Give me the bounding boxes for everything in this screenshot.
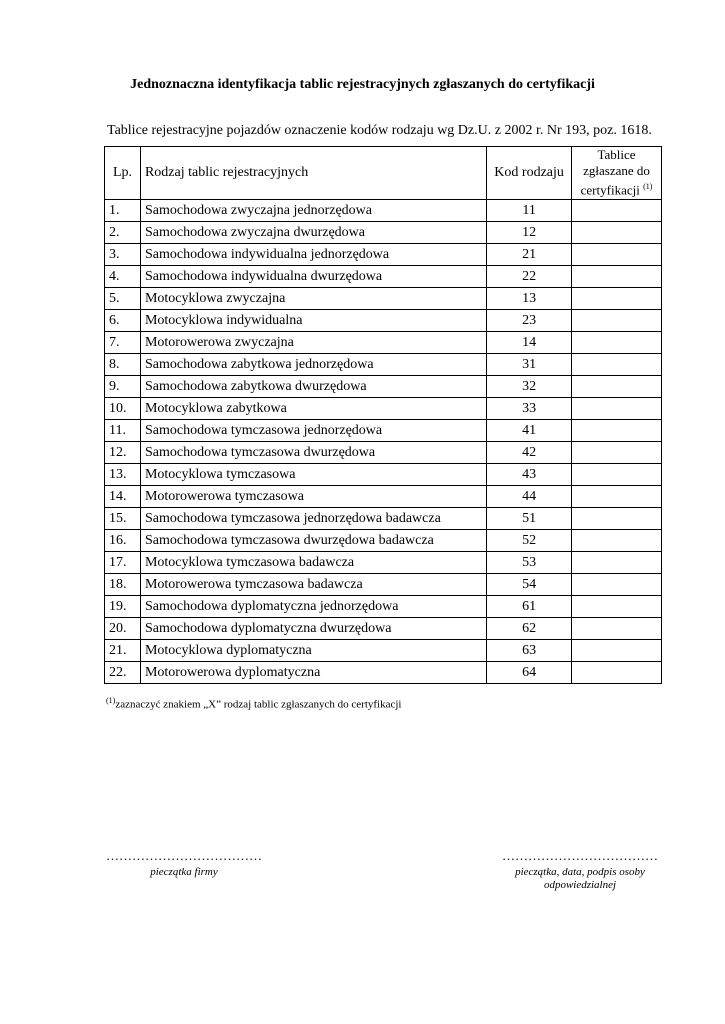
row-certification-cell[interactable] [572, 508, 662, 530]
row-plate-type: Samochodowa dyplomatyczna dwurzędowa [140, 618, 486, 640]
document-title: Jednoznaczna identyfikacja tablic rejestracyjnych zgłaszanych do certyfikacji [130, 77, 595, 92]
row-type-code: 22 [487, 266, 572, 288]
row-type-code: 41 [487, 420, 572, 442]
row-plate-type: Motocyklowa zwyczajna [140, 288, 486, 310]
header-cert-footnote-marker: (1) [643, 182, 653, 192]
table-row [105, 354, 662, 376]
table-row [105, 244, 662, 266]
row-type-code: 14 [487, 332, 572, 354]
row-certification-cell[interactable] [572, 222, 662, 244]
row-number: 7. [105, 332, 141, 354]
row-plate-type: Samochodowa tymczasowa dwurzędowa badawcza [140, 530, 486, 552]
table-row [105, 464, 662, 486]
row-certification-cell[interactable] [572, 244, 662, 266]
table-row [105, 508, 662, 530]
table-row [105, 574, 662, 596]
row-number: 1. [105, 200, 141, 222]
row-number: 12. [105, 442, 141, 464]
table-row [105, 222, 662, 244]
row-certification-cell[interactable] [572, 618, 662, 640]
row-plate-type: Motorowerowa tymczasowa badawcza [140, 574, 486, 596]
row-plate-type: Motorowerowa dyplomatyczna [140, 662, 486, 684]
row-type-code: 23 [487, 310, 572, 332]
row-number: 4. [105, 266, 141, 288]
row-number: 8. [105, 354, 141, 376]
row-number: 11. [105, 420, 141, 442]
table-row [105, 266, 662, 288]
table-row [105, 442, 662, 464]
signature-label-line2: odpowiedzialnej [543, 879, 617, 891]
header-cert-line2: zgłaszane do [583, 163, 650, 179]
header-type-code: Kod rodzaju [487, 147, 572, 200]
row-certification-cell[interactable] [572, 486, 662, 508]
row-type-code: 51 [487, 508, 572, 530]
table-row [105, 552, 662, 574]
row-number: 14. [105, 486, 141, 508]
header-cert-line1: Tablice [597, 147, 636, 163]
table-header-row [105, 147, 662, 200]
table-row [105, 200, 662, 222]
row-plate-type: Motocyklowa zabytkowa [140, 398, 486, 420]
company-stamp-line: ……………………………… [106, 848, 262, 863]
row-plate-type: Samochodowa tymczasowa jednorzędowa badawcza [140, 508, 486, 530]
row-plate-type: Samochodowa zwyczajna dwurzędowa [140, 222, 486, 244]
row-number: 10. [105, 398, 141, 420]
signature-label [492, 866, 668, 892]
row-number: 5. [105, 288, 141, 310]
row-type-code: 43 [487, 464, 572, 486]
row-number: 22. [105, 662, 141, 684]
row-certification-cell[interactable] [572, 354, 662, 376]
row-certification-cell[interactable] [572, 420, 662, 442]
row-type-code: 33 [487, 398, 572, 420]
row-certification-cell[interactable] [572, 464, 662, 486]
row-number: 15. [105, 508, 141, 530]
row-certification-cell[interactable] [572, 288, 662, 310]
row-plate-type: Motocyklowa dyplomatyczna [140, 640, 486, 662]
row-plate-type: Motocyklowa indywidualna [140, 310, 486, 332]
row-certification-cell[interactable] [572, 640, 662, 662]
row-number: 17. [105, 552, 141, 574]
row-certification-cell[interactable] [572, 200, 662, 222]
row-number: 21. [105, 640, 141, 662]
row-certification-cell[interactable] [572, 398, 662, 420]
header-plate-type: Rodzaj tablic rejestracyjnych [140, 147, 486, 200]
row-plate-type: Samochodowa zabytkowa dwurzędowa [140, 376, 486, 398]
row-number: 3. [105, 244, 141, 266]
row-certification-cell[interactable] [572, 376, 662, 398]
signature-block [492, 848, 668, 892]
row-plate-type: Motocyklowa tymczasowa badawcza [140, 552, 486, 574]
header-certification [572, 147, 662, 200]
row-number: 16. [105, 530, 141, 552]
row-type-code: 31 [487, 354, 572, 376]
company-stamp-label: pieczątka firmy [150, 866, 218, 878]
row-type-code: 32 [487, 376, 572, 398]
row-type-code: 64 [487, 662, 572, 684]
row-certification-cell[interactable] [572, 552, 662, 574]
table-row [105, 640, 662, 662]
row-type-code: 13 [487, 288, 572, 310]
row-number: 18. [105, 574, 141, 596]
row-plate-type: Samochodowa zwyczajna jednorzędowa [140, 200, 486, 222]
table-row [105, 310, 662, 332]
row-certification-cell[interactable] [572, 574, 662, 596]
table-row [105, 530, 662, 552]
row-number: 6. [105, 310, 141, 332]
signature-line: ……………………………… [502, 848, 658, 863]
table-caption: Tablice rejestracyjne pojazdów oznaczenie kodów rodzaju wg Dz.U. z 2002 r. Nr 193, poz. 1618. [107, 123, 652, 138]
company-stamp-block [96, 848, 272, 879]
table-row [105, 288, 662, 310]
row-type-code: 42 [487, 442, 572, 464]
row-type-code: 44 [487, 486, 572, 508]
row-type-code: 61 [487, 596, 572, 618]
header-lp: Lp. [105, 147, 141, 200]
row-certification-cell[interactable] [572, 332, 662, 354]
footnote [106, 696, 401, 711]
row-certification-cell[interactable] [572, 442, 662, 464]
row-plate-type: Samochodowa tymczasowa dwurzędowa [140, 442, 486, 464]
row-type-code: 63 [487, 640, 572, 662]
row-type-code: 52 [487, 530, 572, 552]
table-row [105, 398, 662, 420]
row-plate-type: Motocyklowa tymczasowa [140, 464, 486, 486]
row-type-code: 53 [487, 552, 572, 574]
row-plate-type: Samochodowa zabytkowa jednorzędowa [140, 354, 486, 376]
row-type-code: 21 [487, 244, 572, 266]
row-certification-cell[interactable] [572, 662, 662, 684]
row-certification-cell[interactable] [572, 266, 662, 288]
row-type-code: 12 [487, 222, 572, 244]
row-type-code: 11 [487, 200, 572, 222]
table-row [105, 618, 662, 640]
table-row [105, 376, 662, 398]
row-certification-cell[interactable] [572, 596, 662, 618]
row-number: 2. [105, 222, 141, 244]
row-number: 9. [105, 376, 141, 398]
row-plate-type: Motorowerowa tymczasowa [140, 486, 486, 508]
row-type-code: 62 [487, 618, 572, 640]
row-plate-type: Samochodowa indywidualna jednorzędowa [140, 244, 486, 266]
footnote-marker: (1) [106, 696, 116, 705]
row-plate-type: Samochodowa tymczasowa jednorzędowa [140, 420, 486, 442]
row-type-code: 54 [487, 574, 572, 596]
row-number: 20. [105, 618, 141, 640]
row-plate-type: Motorowerowa zwyczajna [140, 332, 486, 354]
table-row [105, 662, 662, 684]
table-row [105, 420, 662, 442]
row-plate-type: Samochodowa indywidualna dwurzędowa [140, 266, 486, 288]
table-row [105, 486, 662, 508]
table-row [105, 596, 662, 618]
header-cert-line3: certyfikacji [580, 182, 640, 198]
plates-table [104, 146, 662, 684]
row-number: 13. [105, 464, 141, 486]
footnote-text: zaznaczyć znakiem „X” rodzaj tablic zgłaszanych do certyfikacji [115, 698, 402, 711]
row-certification-cell[interactable] [572, 530, 662, 552]
row-plate-type: Samochodowa dyplomatyczna jednorzędowa [140, 596, 486, 618]
signature-label-line1: pieczątka, data, podpis osoby [515, 866, 645, 878]
table-row [105, 332, 662, 354]
row-certification-cell[interactable] [572, 310, 662, 332]
row-number: 19. [105, 596, 141, 618]
